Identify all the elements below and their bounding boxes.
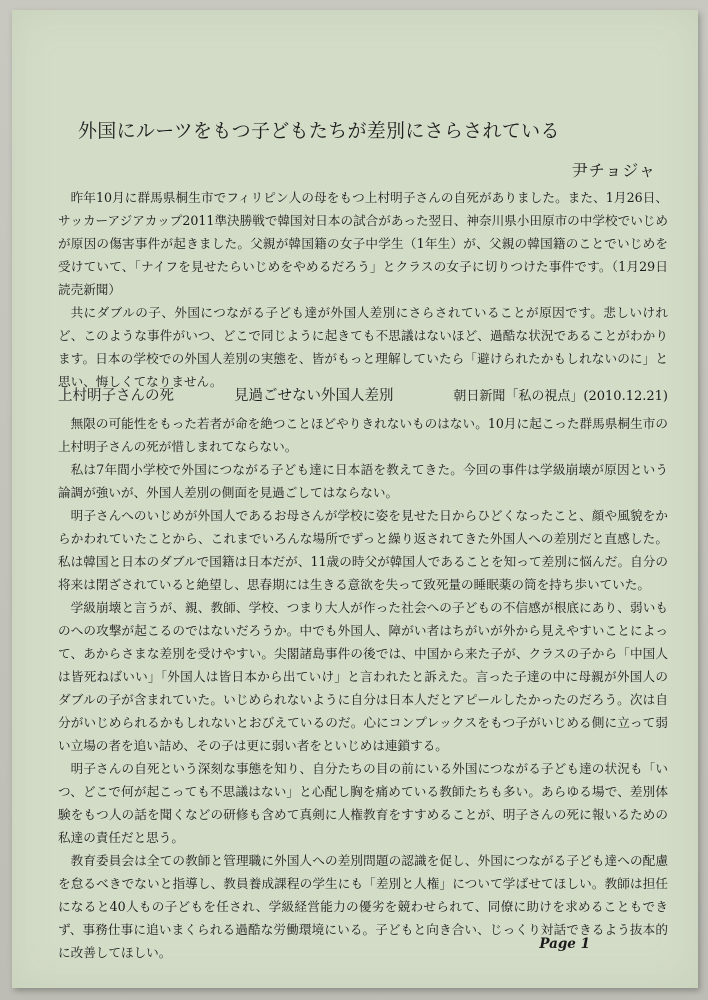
article-paragraph: 明子さんへのいじめが外国人であるお母さんが学校に姿を見せた日からひどくなったこと、顔や風貌をからかわれていたことから、これまでいろんな場所でずっと繰り返されてきた外国人への差別だと直感した。私は韓国と日本のダブルで国籍は日本だが、11歳の時父が韓国人であることを知って差別に悩んだ。自分の将来は閉ざされていると絶望し、思春期には生きる意欲を失って致死量の睡眠薬の筒を持ち歩いていた。 <box>58 508 668 592</box>
article-paragraph: 私は7年間小学校で外国につながる子ども達に日本語を教えてきた。今回の事件は学級崩壊が原因という論調が強いが、外国人差別の側面を見過ごしてはならない。 <box>58 462 668 500</box>
author-name: 尹チョジャ <box>571 161 656 180</box>
article-paragraph: 明子さんの自死という深刻な事態を知り、自分たちの目の前にいる外国につながる子ども達の状況も「いつ、どこで何が起こっても不思議はない」と心配し胸を痛めている教師たちも多い。あらゆる場で、差別体験をもつ人の話を聞くなどの研修も含めて真剣に人権教育をすすめることが、明子さんの死に報いるための私達の責任だと思う。 <box>58 761 668 845</box>
intro-paragraph: 昨年10月に群馬県桐生市でフィリピン人の母をもつ上村明子さんの自死がありました。また、1月26日、サッカーアジアカップ2011準決勝戦で韓国対日本の試合があった翌日、神奈川県小田原市の中学校でいじめが原因の傷害事件が起きました。父親が韓国籍の女子中学生（1年生）が、父親の韓国籍のことでいじめを受けていて、「ナイフを見せたらいじめをやめるだろう」とクラスの女子に切りつけた事件です。（1月29日読売新聞） <box>58 190 668 297</box>
intro-paragraph: 共にダブルの子、外国につながる子ども達が外国人差別にさらされていることが原因です。悲しいけれど、このような事件がいつ、どこで同じように起きても不思議はないほど、過酷な状況であることがわかります。日本の学校での外国人差別の実態を、皆がもっと理解していたら「避けられたかもしれないのに」と思い、悔しくてなりません。 <box>58 305 668 389</box>
article-paragraph: 教育委員会は全ての教師と管理職に外国人への差別問題の認識を促し、外国につながる子ども達への配慮を怠るべきでないと指導し、教員養成課程の学生にも「差別と人権」について学ばせてほしい。教師は担任になると40人もの子どもを任され、学級経営能力の優劣を競わせられて、同僚に助けを求めることもできず、事務仕事に追いまくられる過酷な労働環境にいる。子どもと向き合い、じっくり対話できるよう抜本的に改善してほしい。 <box>58 853 668 960</box>
document-page <box>12 10 698 988</box>
page-number: Page 1 <box>539 936 590 952</box>
article-heading-sub: 見過ごせない外国人差別 <box>234 388 394 404</box>
article-paragraph: 学級崩壊と言うが、親、教師、学校、つまり大人が作った社会への子どもの不信感が根底にあり、弱いものへの攻撃が起こるのではないだろうか。中でも外国人、障がい者はちがいが外から見えやすいことによって、あからさまな差別を受けやすい。尖閣諸島事件の後では、中国から来た子が、クラスの子から「中国人は皆死ねばいい」「外国人は皆日本から出ていけ」と言われたと訴えた。言った子達の中に母親が外国人のダブルの子が含まれていた。いじめられないように自分は日本人だとアピールしたかったのだろう。次は自分がいじめられるかもしれないとおびえているのだ。心にコンプレックスをもつ子がいじめる側に立って弱い立場の者を追い詰め、その子は更に弱い者をといじめは連鎖する。 <box>58 600 668 753</box>
article-heading-main: 上村明子さんの死 <box>58 388 174 404</box>
intro-text <box>58 186 668 393</box>
article-header <box>58 384 668 408</box>
article-source: 朝日新聞「私の視点」(2010.12.21) <box>453 389 668 404</box>
document-title: 外国にルーツをもつ子どもたちが差別にさらされている <box>78 120 560 142</box>
article-paragraph: 無限の可能性をもった若者が命を絶つことほどやりきれないものはない。10月に起こった群馬県桐生市の上村明子さんの死が惜しまれてならない。 <box>58 416 668 454</box>
article-text <box>58 412 668 964</box>
